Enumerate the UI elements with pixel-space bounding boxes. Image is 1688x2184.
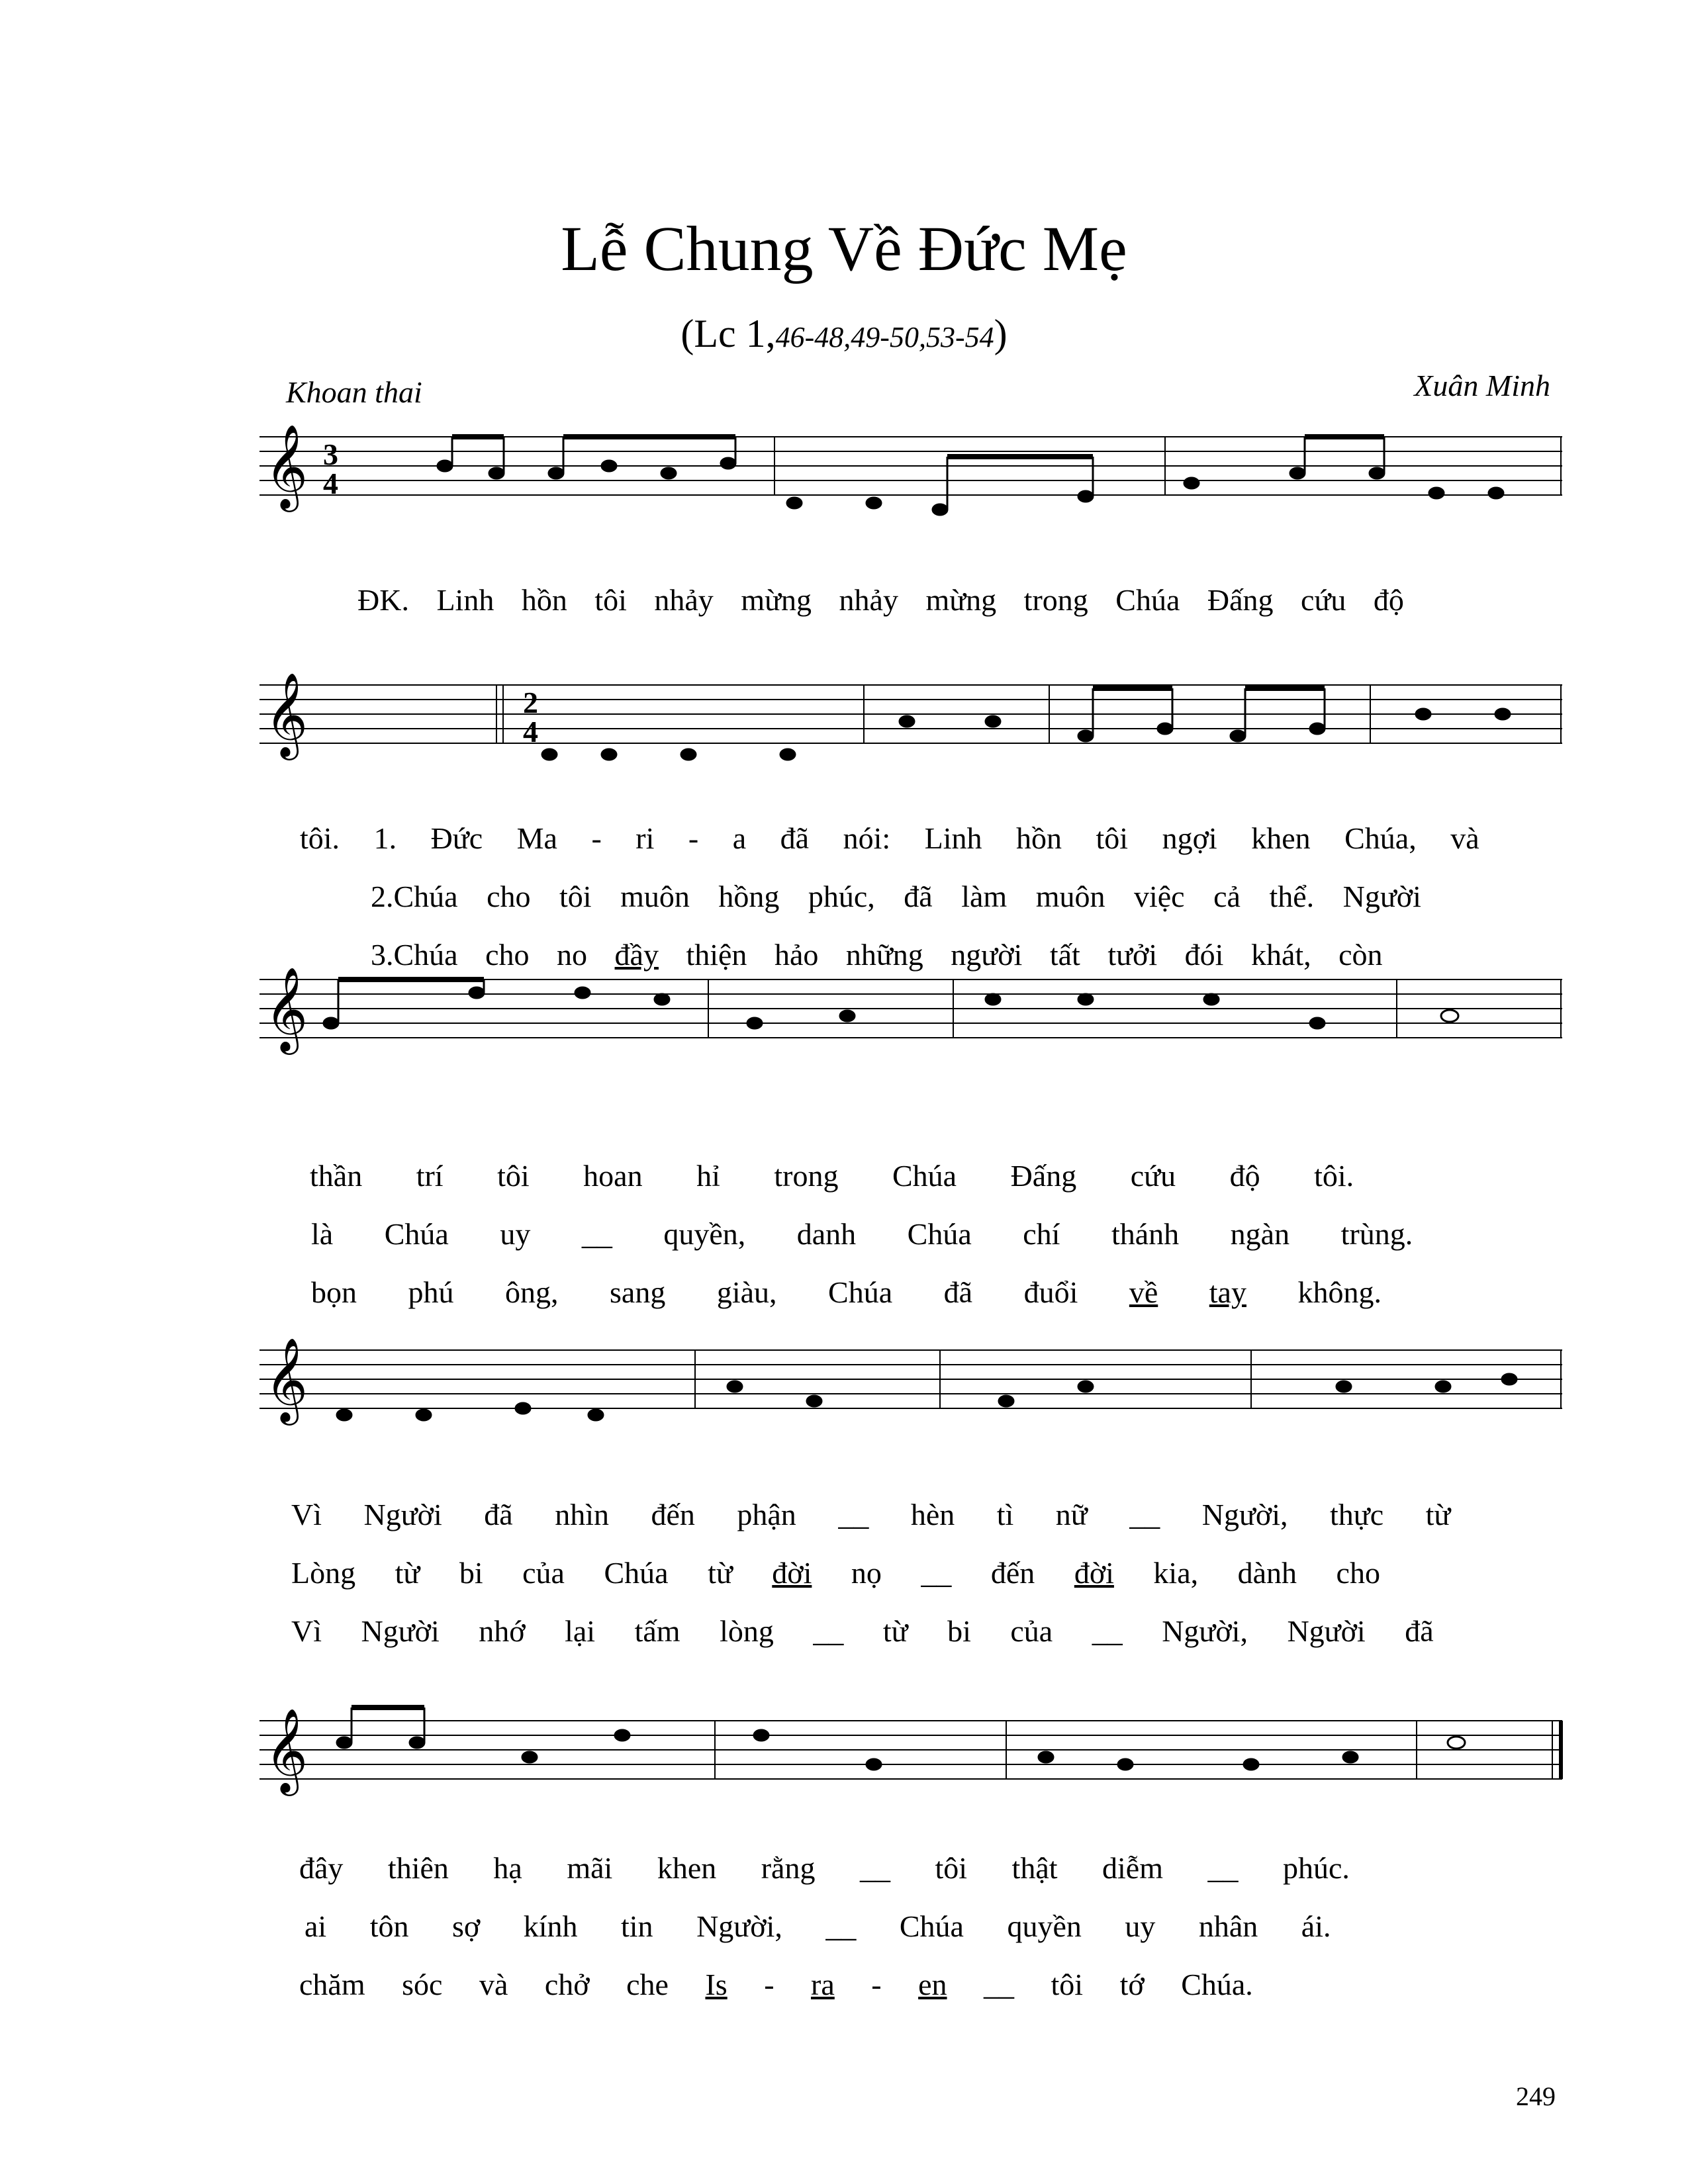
lyric-line: đây thiên hạ mãi khen rằng __ tôi thật diễm __ phúc. bbox=[299, 1851, 1350, 1885]
lyric-line: là Chúa uy __ quyền, danh Chúa chí thánh ngàn trùng. bbox=[311, 1217, 1413, 1251]
page-title: Lễ Chung Về Đức Mẹ bbox=[561, 213, 1127, 284]
svg-text:𝄞: 𝄞 bbox=[265, 672, 308, 756]
staff-system-5 bbox=[259, 1721, 1562, 1779]
notes-system-3 bbox=[324, 979, 1458, 1028]
lyric-line: chăm sóc và chở che Is - ra - en __ tôi tớ Chúa. bbox=[299, 1968, 1253, 2001]
staff-system-3 bbox=[259, 979, 1562, 1038]
notes-system-1 bbox=[438, 437, 1503, 515]
lyric-line: bọn phú ông, sang giàu, Chúa đã đuổi về tay không. bbox=[311, 1275, 1382, 1309]
lyric-line: Lòng từ bi của Chúa từ đời nọ __ đến đời kia, dành cho bbox=[291, 1556, 1380, 1590]
lyric-line: ĐK. Linh hồn tôi nhảy mừng nhảy mừng trong Chúa Đấng cứu độ bbox=[357, 583, 1404, 617]
notes-system-5 bbox=[337, 1707, 1465, 1770]
notes-system-4 bbox=[337, 1374, 1517, 1420]
page-number: 249 bbox=[1516, 2081, 1556, 2111]
tempo-marking: Khoan thai bbox=[286, 375, 422, 409]
lyric-line: Vì Người nhớ lại tấm lòng __ từ bi của __ Người, Người đã bbox=[291, 1614, 1434, 1648]
svg-text:𝄞: 𝄞 bbox=[265, 1707, 308, 1792]
svg-text:3: 3 bbox=[323, 437, 338, 471]
lyric-line: 2.Chúa cho tôi muôn hồng phúc, đã làm muôn việc cả thể. Người bbox=[371, 880, 1421, 913]
staff-system-1 bbox=[259, 437, 1562, 495]
scripture-reference: (Lc 1,46-48,49-50,53-54) bbox=[680, 312, 1008, 355]
lyric-line: 3.Chúa cho no đầy thiện hảo những người tất tưởi đói khát, còn bbox=[371, 938, 1383, 972]
lyric-line: Vì Người đã nhìn đến phận __ hèn tì nữ __ Người, thực từ bbox=[291, 1498, 1451, 1531]
composer-name: Xuân Minh bbox=[1414, 369, 1550, 402]
svg-text:𝄞: 𝄞 bbox=[265, 966, 308, 1051]
svg-text:𝄞: 𝄞 bbox=[265, 1337, 308, 1422]
lyric-line: tôi. 1. Đức Ma - ri - a đã nói: Linh hồn tôi ngợi khen Chúa, và bbox=[300, 821, 1479, 855]
svg-text:4: 4 bbox=[523, 715, 538, 749]
svg-text:2: 2 bbox=[523, 686, 538, 719]
lyric-line: ai tôn sợ kính tin Người, __ Chúa quyền uy nhân ái. bbox=[305, 1909, 1331, 1943]
staff-system-4 bbox=[259, 1350, 1562, 1408]
treble-clef-icon: 𝄞 bbox=[265, 424, 308, 508]
svg-text:4: 4 bbox=[323, 467, 338, 500]
lyric-line: thần trí tôi hoan hỉ trong Chúa Đấng cứu độ tôi. bbox=[310, 1159, 1354, 1193]
staff-system-2 bbox=[259, 685, 1562, 743]
